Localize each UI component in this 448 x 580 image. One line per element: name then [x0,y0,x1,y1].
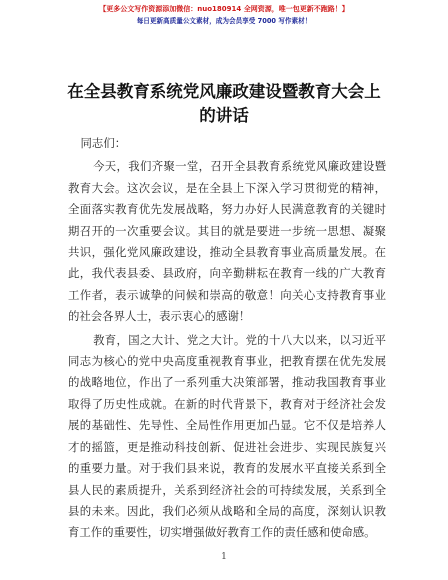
document-title: 在全县教育系统党风廉政建设暨教育大会上的讲话 [67,82,381,125]
greeting: 同志们： [80,136,127,150]
header-ad-line-1: 【更多公文写作资源添加微信：nuo180914 全网资源，唯一包更新不跑路！】 [99,5,349,13]
paragraph-2: 教育，国之大计、党之大计。党的十八大以来，以习近平同志为核心的党中央高度重视教育事业，把教育摆在优先发展的战略地位，作出了一系列重大决策部署，推动我国教育事业取得了历史性成就。在新的时代背景下，教育对于经济社会发展的基础性、先导性、全局性作用更加凸显。它不仅是培养人才的摇篮，更是推动科技创新、促进社会进步、实现民族复兴的重要力量。对于我们县来说，教育的发展水平直接关系到全县人民的素质提升，关系到经济社会的可持续发展，关系到全县的未来。因此，我们必须从战略和全局的高度，深刻认识教育工作的重要性，切实增强做好教育工作的责任感和使命感。 [68,332,386,540]
page-number: 1 [221,552,227,562]
paragraph-1: 今天，我们齐聚一堂，召开全县教育系统党风廉政建设暨教育大会。这次会议，是在全县上下深入学习贯彻党的精神，全面落实教育优先发展战略，努力办好人民满意教育的关键时期召开的一次重要会议。其目的就是要进一步统一思想、凝聚共识，强化党风廉政建设，推动全县教育事业高质量发展。在此，我代表县委、县政府，向辛勤耕耘在教育一线的广大教育工作者，表示诚挚的问候和崇高的敬意！向关心支持教育事业的社会各界人士，表示衷心的感谢！ [68,159,386,324]
document-body [68,133,386,544]
header-ad-line-2: 每日更新高质量公文素材，成为会员享受 7000 写作素材！ [136,17,312,25]
